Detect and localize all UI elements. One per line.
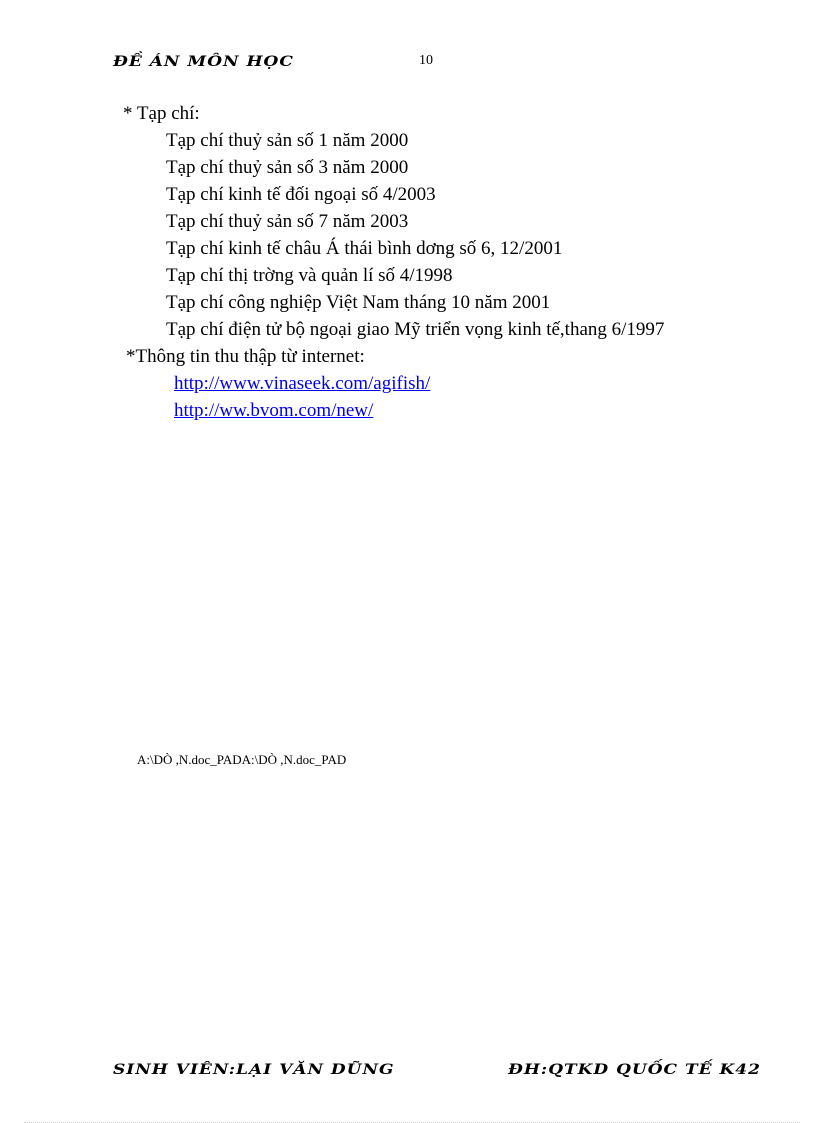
magazine-item: Tạp chí điện tử bộ ngoại giao Mỹ triển vọng kinh tế,thang 6/1997 — [166, 319, 665, 340]
footer-class: ĐH:QTKD QUỐC TẾ K42 — [508, 1061, 761, 1079]
link-bvom[interactable]: http://ww.bvom.com/new/ — [174, 400, 374, 421]
magazine-item: Tạp chí công nghiệp Việt Nam tháng 10 năm 2001 — [166, 292, 551, 313]
footer-student-name: SINH VIÊN:LẠI VĂN DŨNG — [113, 1061, 395, 1079]
file-path: A:\DÒ ,N.doc_PADA:\DÒ ,N.doc_PAD — [137, 752, 347, 767]
magazine-item: Tạp chí kinh tế đối ngoại số 4/2003 — [166, 184, 436, 205]
link-vinaseek[interactable]: http://www.vinaseek.com/agifish/ — [174, 373, 431, 394]
magazine-item: Tạp chí thị trờng và quản lí số 4/1998 — [166, 265, 453, 286]
page-number: 10 — [419, 53, 433, 68]
magazine-item: Tạp chí thuỷ sản số 3 năm 2000 — [166, 157, 409, 178]
magazines-heading: * Tạp chí: — [123, 103, 200, 124]
header-title: ĐỀ ÁN MÔN HỌC — [113, 53, 294, 71]
magazine-item: Tạp chí thuỷ sản số 7 năm 2003 — [166, 211, 409, 232]
magazine-item: Tạp chí kinh tế châu Á thái bình dơng số 6, 12/2001 — [166, 238, 563, 259]
magazine-item: Tạp chí thuỷ sản số 1 năm 2000 — [166, 130, 409, 151]
internet-heading: *Thông tin thu thập từ internet: — [126, 346, 365, 367]
